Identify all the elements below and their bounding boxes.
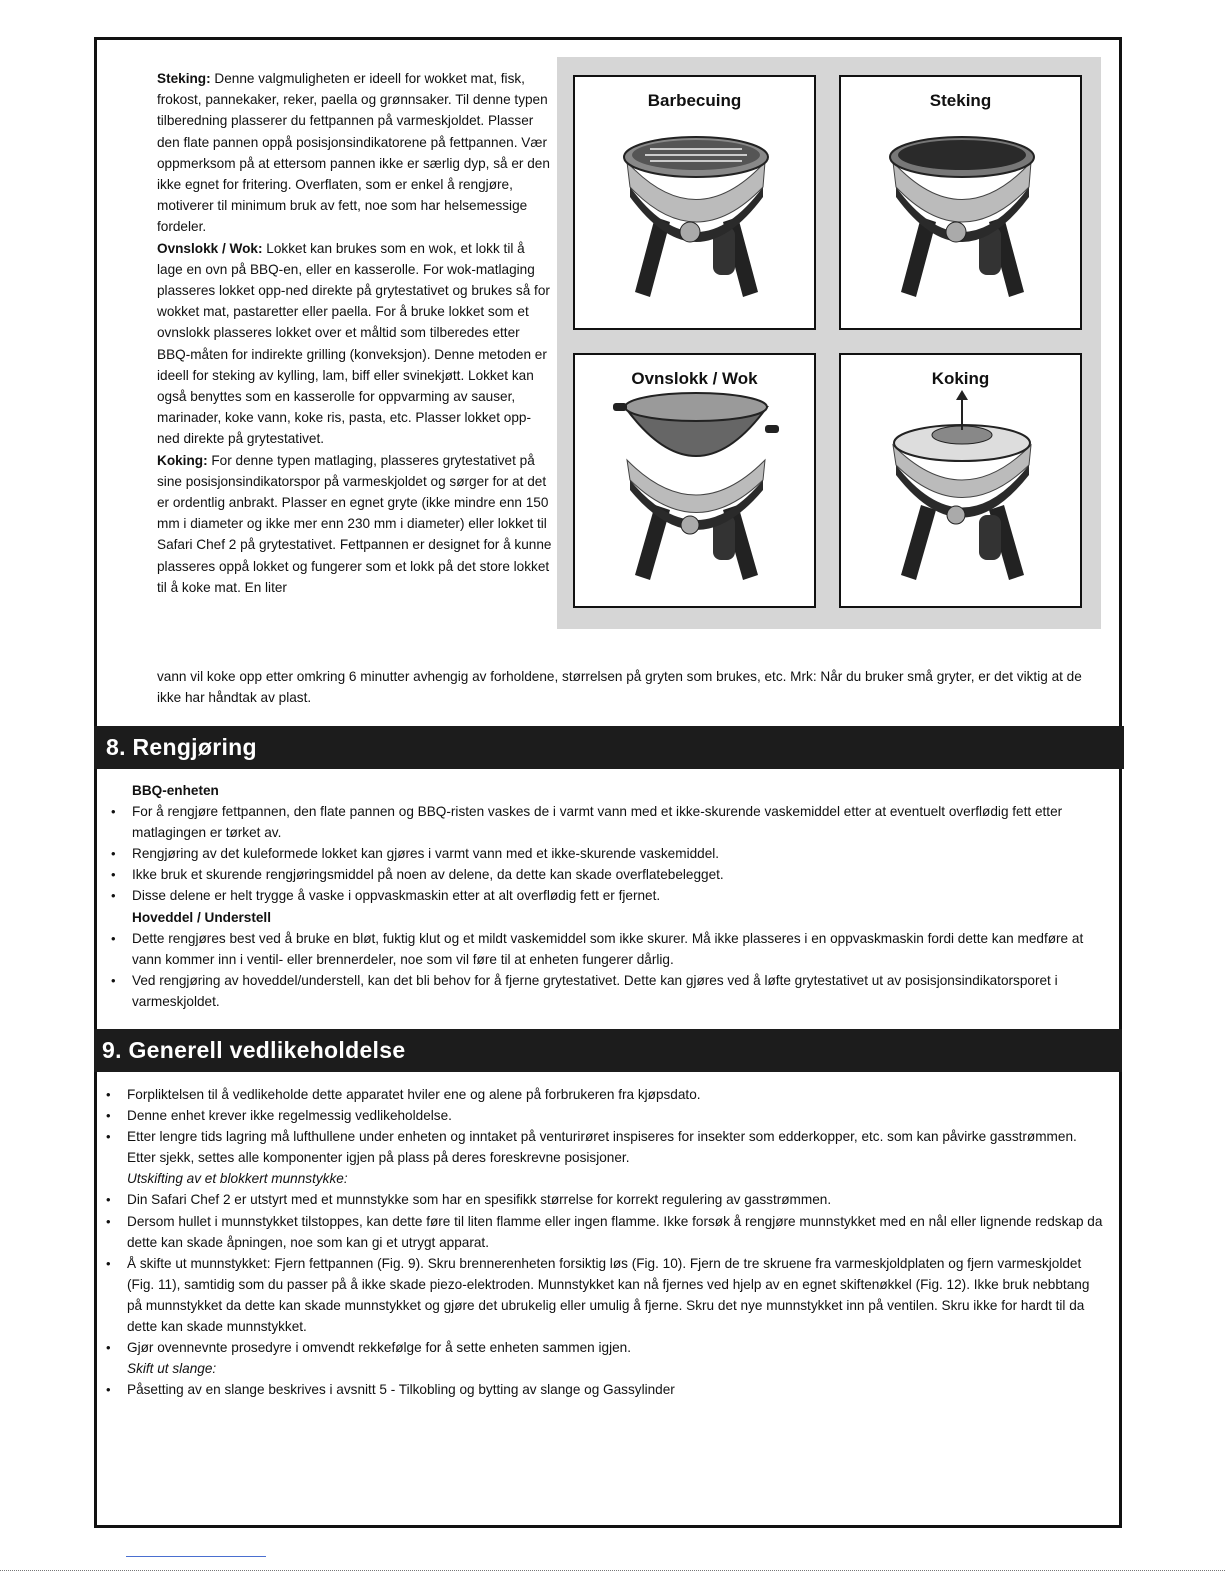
figure-caption: Koking: [931, 369, 990, 388]
list-item: • Ikke bruk et skurende rengjøringsmiddel på noen av delene, da dette kan skade overflatebelegget.: [101, 864, 1086, 885]
flat-pan-illustration: [841, 77, 1084, 332]
list-item: • Disse delene er helt trygge å vaske i oppvaskmaskin etter at alt overflødig fett er fjernet.: [101, 885, 1086, 906]
figure-caption: Barbecuing: [647, 91, 742, 110]
section-9-list: [96, 1084, 1104, 1400]
intro-text: [157, 68, 552, 598]
figure-ovnslokk-wok: [573, 353, 816, 608]
section-8-list: [101, 780, 1086, 1012]
list-item: • For å rengjøre fettpannen, den flate pannen og BBQ-risten vaskes de i varmt vann med et ikke-skurende vaskemiddel etter at eventuelt overflødig fett etter matlagingen er tørket av.: [101, 801, 1086, 843]
pot-stand-illustration: [841, 355, 1084, 610]
wok-illustration: [575, 355, 818, 610]
list-item: • Etter lengre tids lagring må lufthullene under enheten og inntaket på venturirøret inspiseres for insekter som edderkopper, etc. som kan påvirke gasstrømmen. Etter sjekk, settes alle komponenter igjen på plass på deres foreskrevne posisjoner.: [96, 1126, 1104, 1168]
subheading-hoveddel: Hoveddel / Understell: [132, 909, 271, 925]
figure-koking: [839, 353, 1082, 608]
footer-dotted-rule: [0, 1570, 1225, 1572]
section-8-header: [94, 726, 1124, 769]
steking-heading: Steking:: [157, 71, 211, 86]
list-item: • Denne enhet krever ikke regelmessig vedlikeholdelse.: [96, 1105, 1104, 1126]
koking-text: For denne typen matlaging, plasseres grytestativet på sine posisjonsindikatorspor på varmeskjoldet og sørger for at det er ordentlig anbrakt. Plasser en egnet gryte (ikke mindre enn 150 mm i diameter og ikke mer enn 230 mm i diameter) eller lokket til Safari Chef 2 på grytestativet. Fettpannen er designet for å kunne plasseres oppå lokket og fungerer som et lokk på det store lokket til å koke mat. En liter: [157, 452, 552, 595]
list-item: • Ved rengjøring av hoveddel/understell, kan det bli behov for å fjerne grytestativet. Dette kan gjøres ved å løfte grytestativet ut av posisjonsindikatorsporet i varmeskjoldet.: [101, 970, 1086, 1012]
list-item: • Forpliktelsen til å vedlikeholde dette apparatet hviler ene og alene på forbrukeren fra kjøpsdato.: [96, 1084, 1104, 1105]
list-item: • Gjør ovennevnte prosedyre i omvendt rekkefølge for å sette enheten sammen igjen.: [96, 1337, 1104, 1358]
section-9-title: 9. Generell vedlikeholdelse: [102, 1037, 406, 1063]
subheading-bbq-enheten: BBQ-enheten: [132, 783, 219, 798]
figure-panel: [557, 57, 1101, 629]
figure-barbecuing: [573, 75, 816, 330]
list-item: • Dersom hullet i munnstykket tilstoppes, kan dette føre til liten flamme eller ingen flamme. Ikke forsøk å rengjøre munnstykket med en nål eller lignende redskap da dette kan skade åpningen, noe som kan gi et utrygt apparat.: [96, 1211, 1104, 1253]
koking-heading: Koking:: [157, 452, 208, 468]
section-9-header: [94, 1029, 1122, 1072]
list-item: • Å skifte ut munnstykket: Fjern fettpannen (Fig. 9). Skru brennerenheten forsiktig løs (Fig. 10). Fjern de tre skruene fra varmeskjoldplaten og fjern varmeskjoldet (Fig. 11), samtidig som du passer på å ikke skade piezo-elektroden. Munnstykket kan nå fjernes ved hjelp av en egnet skiftenøkkel (Fig. 12). Ikke bruk nebbtang på munnstykket da dette kan skade munnstykket og gjøre det ubrukelig eller umulig å fjerne. Skru det nye munnstykket inn på ventilen. Skru ikke for hardt til da dette kan skade munnstykket.: [96, 1253, 1104, 1337]
intro-tail-text: vann vil koke opp etter omkring 6 minutter avhengig av forholdene, størrelsen på gryten som brukes, etc. Mrk: Når du bruker små gryter, er det viktig at de ikke har håndtak av plast.: [157, 669, 1082, 706]
figure-caption: Ovnslokk / Wok: [631, 369, 758, 388]
ovnslokk-heading: Ovnslokk / Wok:: [157, 240, 263, 256]
list-item: • Dette rengjøres best ved å bruke en bløt, fuktig klut og et mildt vaskemiddel som ikke skurer. Må ikke plasseres i en oppvaskmaskin fordi dette kan medføre at vann kommer inn i ventil- eller brennerdeler, noe som vil føre til at enheten fungerer dårlig.: [101, 928, 1086, 970]
figure-caption: Steking: [929, 91, 992, 110]
subheading-munnstykke: Utskifting av et blokkert munnstykke:: [127, 1171, 348, 1187]
steking-text: Denne valgmuligheten er ideell for wokket mat, fisk, frokost, pannekaker, reker, paella og grønnsaker. Til denne typen tilberedning plasserer du fettpannen på varmeskjoldet. Plasser den flate pannen oppå posisjonsindikatorene på fettpannen. Vær oppmerksom på at ettersom pannen ikke er særlig dyp, så er den ikke egnet for fritering. Overflaten, som er enkel å rengjøre, motiverer til minimum bruk av fett, noe som har helsemessige fordeler.: [157, 71, 550, 235]
section-8-title: 8. Rengjøring: [106, 734, 257, 760]
list-item: • Din Safari Chef 2 er utstyrt med et munnstykke som har en spesifikk størrelse for korrekt regulering av gasstrømmen.: [96, 1189, 1104, 1210]
subheading-slange: Skift ut slange:: [127, 1361, 217, 1377]
list-item: • Påsetting av en slange beskrives i avsnitt 5 - Tilkobling og bytting av slange og Gassylinder: [96, 1379, 1104, 1400]
ovnslokk-text: Lokket kan brukes som en wok, et lokk til å lage en ovn på BBQ-en, eller en kasserolle. For wok-matlaging plasseres lokket opp-ned direkte på grytestativet og brukes så for wokket mat, pastaretter eller paella. For å bruke lokket som et ovnslokk plasseres lokket over et måltid som tilberedes etter BBQ-måten for indirekte grilling (konveksjon). Denne metoden er ideell for steking av kylling, lam, biff eller svinekjøtt. Lokket kan også benyttes som en kasserolle for oppvarming av sauser, marinader, koke vann, koke ris, pasta, etc. Plasser lokket opp-ned direkte på grytestativet.: [157, 240, 550, 447]
grill-grate-illustration: [575, 77, 818, 332]
list-item: • Rengjøring av det kuleformede lokket kan gjøres i varmt vann med et ikke-skurende vaskemiddel.: [101, 843, 1086, 864]
figure-steking: [839, 75, 1082, 330]
footer-line: [126, 1556, 266, 1557]
